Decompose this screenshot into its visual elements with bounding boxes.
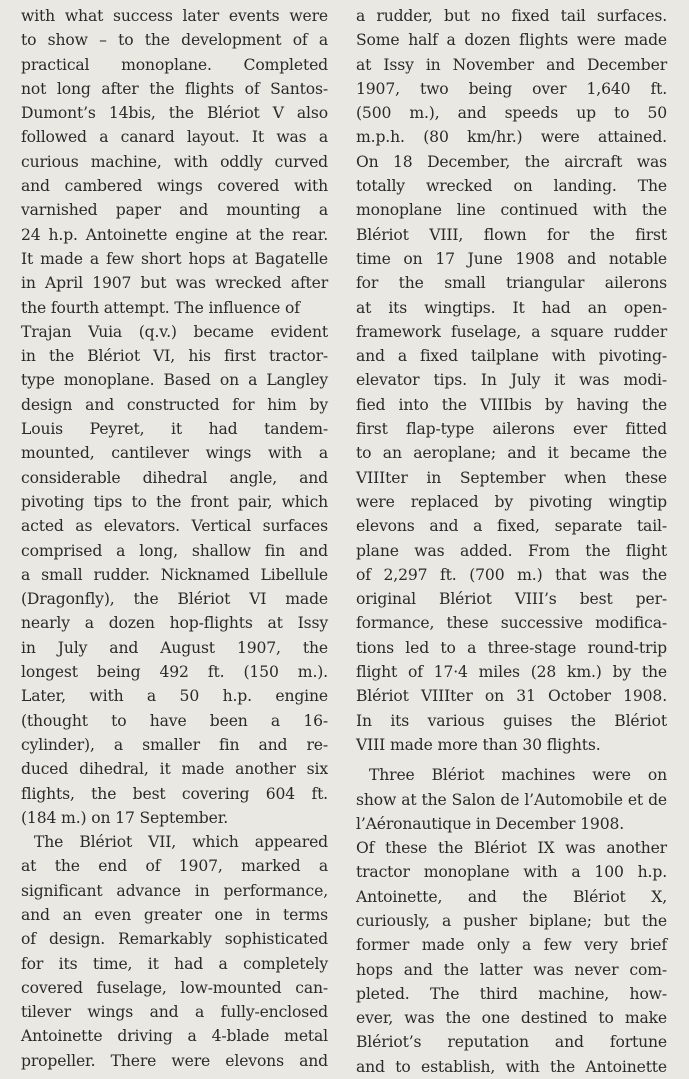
text-line: tilever wings and a fully-enclosed — [21, 1003, 328, 1022]
text-line: Louis Peyret, it had tandem- — [21, 420, 328, 439]
text-line: the fourth attempt. The influence of — [21, 298, 300, 317]
text-line: tions led to a three-stage round-trip — [356, 638, 667, 657]
text-line: for its time, it had a completely — [21, 954, 328, 973]
text-line: former made only a few very brief — [356, 936, 667, 955]
text-line: practical monoplane. Completed — [21, 55, 328, 74]
text-line: and a fixed tailplane with pivoting- — [356, 347, 667, 366]
text-line: m.p.h. (80 km/hr.) were attained. — [356, 128, 667, 147]
text-line: a rudder, but no fixed tail surfaces. — [356, 7, 667, 25]
text-line: a small rudder. Nicknamed Libellule — [21, 565, 328, 584]
text-line: (184 m.) on 17 September. — [21, 808, 229, 827]
text-line: acted as elevators. Vertical surfaces — [21, 517, 328, 536]
text-line: in the Blériot VI, his first tractor- — [21, 347, 328, 366]
text-line: in April 1907 but was wrecked after — [21, 274, 328, 293]
text-line: Later, with a 50 h.p. engine — [21, 687, 328, 706]
text-line: at Issy in November and December — [356, 55, 667, 74]
text-line: Blériot VIIIter on 31 October 1908. — [356, 687, 667, 706]
text-line: totally wrecked on landing. The — [356, 177, 667, 196]
text-line: fied into the VIIIbis by having the — [356, 395, 667, 414]
text-line: at its wingtips. It had an open- — [356, 298, 667, 317]
text-line: formance, these successive modifica- — [356, 614, 667, 633]
text-line: hops and the latter was never com- — [356, 960, 667, 979]
text-line: Blériot’s reputation and fortune — [356, 1033, 667, 1052]
text-line: time on 17 June 1908 and notable — [356, 249, 667, 268]
right-text-column — [356, 4, 667, 1079]
text-line: comprised a long, shallow fin and — [21, 541, 328, 560]
text-line: followed a canard layout. It was a — [21, 128, 328, 147]
text-line: In its various guises the Blériot — [356, 711, 667, 730]
text-line: longest being 492 ft. (150 m.). — [21, 663, 328, 682]
text-line: elevator tips. In July it was modi- — [356, 371, 667, 390]
text-line: VIII made more than 30 flights. — [356, 735, 601, 754]
text-line: monoplane line continued with the — [356, 201, 667, 220]
text-line: and cambered wings covered with — [21, 177, 328, 196]
text-line: Dumont’s 14bis, the Blériot V also — [21, 104, 328, 123]
text-line: Some half a dozen flights were made — [356, 31, 667, 50]
text-line: of 2,297 ft. (700 m.) that was the — [356, 565, 667, 584]
text-line: Blériot VIII, flown for the first — [356, 225, 667, 244]
text-line: of design. Remarkably sophisticated — [21, 930, 328, 949]
text-line: Three Blériot machines were on — [369, 766, 667, 785]
text-line: considerable dihedral angle, and — [21, 468, 328, 487]
text-line: duced dihedral, it made another six — [21, 760, 328, 779]
text-line: curious machine, with oddly curved — [21, 152, 328, 171]
text-line: 24 h.p. Antoinette engine at the rear. — [21, 225, 328, 244]
text-line: significant advance in performance, — [21, 881, 328, 900]
text-line: to an aeroplane; and it became the — [356, 444, 667, 463]
text-line: It made a few short hops at Bagatelle — [21, 249, 328, 268]
text-line: Antoinette, and the Blériot X, — [356, 887, 667, 906]
text-line: tractor monoplane with a 100 h.p. — [356, 863, 667, 882]
text-line: (Dragonfly), the Blériot VI made — [21, 590, 328, 609]
text-line: flights, the best covering 604 ft. — [21, 784, 328, 803]
text-line: at the end of 1907, marked a — [21, 857, 328, 876]
text-line: ever, was the one destined to make — [356, 1009, 667, 1028]
text-line: not long after the flights of Santos- — [21, 79, 328, 98]
text-line: propeller. There were elevons and — [21, 1051, 328, 1070]
text-line: were replaced by pivoting wingtip — [356, 492, 667, 511]
text-line: flight of 17·4 miles (28 km.) by the — [356, 663, 667, 682]
text-line: The Blériot VII, which appeared — [34, 833, 328, 852]
text-line: On 18 December, the aircraft was — [356, 152, 667, 171]
text-line: l’Aéronautique in December 1908. — [356, 814, 625, 833]
text-line: (500 m.), and speeds up to 50 — [356, 104, 667, 123]
text-line: varnished paper and mounting a — [21, 201, 328, 220]
text-line: framework fuselage, a square rudder — [356, 322, 667, 341]
text-line: and an even greater one in terms — [21, 905, 328, 924]
text-line: design and constructed for him by — [21, 395, 328, 414]
text-line: in July and August 1907, the — [21, 638, 328, 657]
text-line: elevons and a fixed, separate tail- — [356, 517, 667, 536]
text-line: curiously, a pusher biplane; but the — [356, 911, 667, 930]
text-line: to show – to the development of a — [21, 31, 328, 50]
text-line: first flap-type ailerons ever fitted — [356, 420, 667, 439]
text-line: (thought to have been a 16- — [21, 711, 328, 730]
text-line: VIIIter in September when these — [356, 468, 667, 487]
text-line: nearly a dozen hop-flights at Issy — [21, 614, 328, 633]
text-line: plane was added. From the flight — [356, 541, 667, 560]
text-line: cylinder), a smaller fin and re- — [21, 735, 328, 754]
text-line: and to establish, with the Antoinette — [356, 1057, 667, 1076]
text-line: Trajan Vuia (q.v.) became evident — [21, 322, 328, 341]
text-line: show at the Salon de l’Automobile et de — [356, 790, 667, 809]
text-line: Of these the Blériot IX was another — [356, 839, 667, 858]
text-line: pleted. The third machine, how- — [356, 984, 667, 1003]
text-line: mounted, cantilever wings with a — [21, 444, 328, 463]
text-line: for the small triangular ailerons — [356, 274, 667, 293]
text-line: type monoplane. Based on a Langley — [21, 371, 328, 390]
text-line: pivoting tips to the front pair, which — [21, 492, 328, 511]
left-text-column — [21, 4, 328, 1073]
text-line: covered fuselage, low-mounted can- — [21, 978, 328, 997]
text-line: Antoinette driving a 4-blade metal — [21, 1027, 328, 1046]
text-line: original Blériot VIII’s best per- — [356, 590, 667, 609]
text-line: 1907, two being over 1,640 ft. — [356, 79, 667, 98]
text-line: with what success later events were — [21, 7, 328, 25]
